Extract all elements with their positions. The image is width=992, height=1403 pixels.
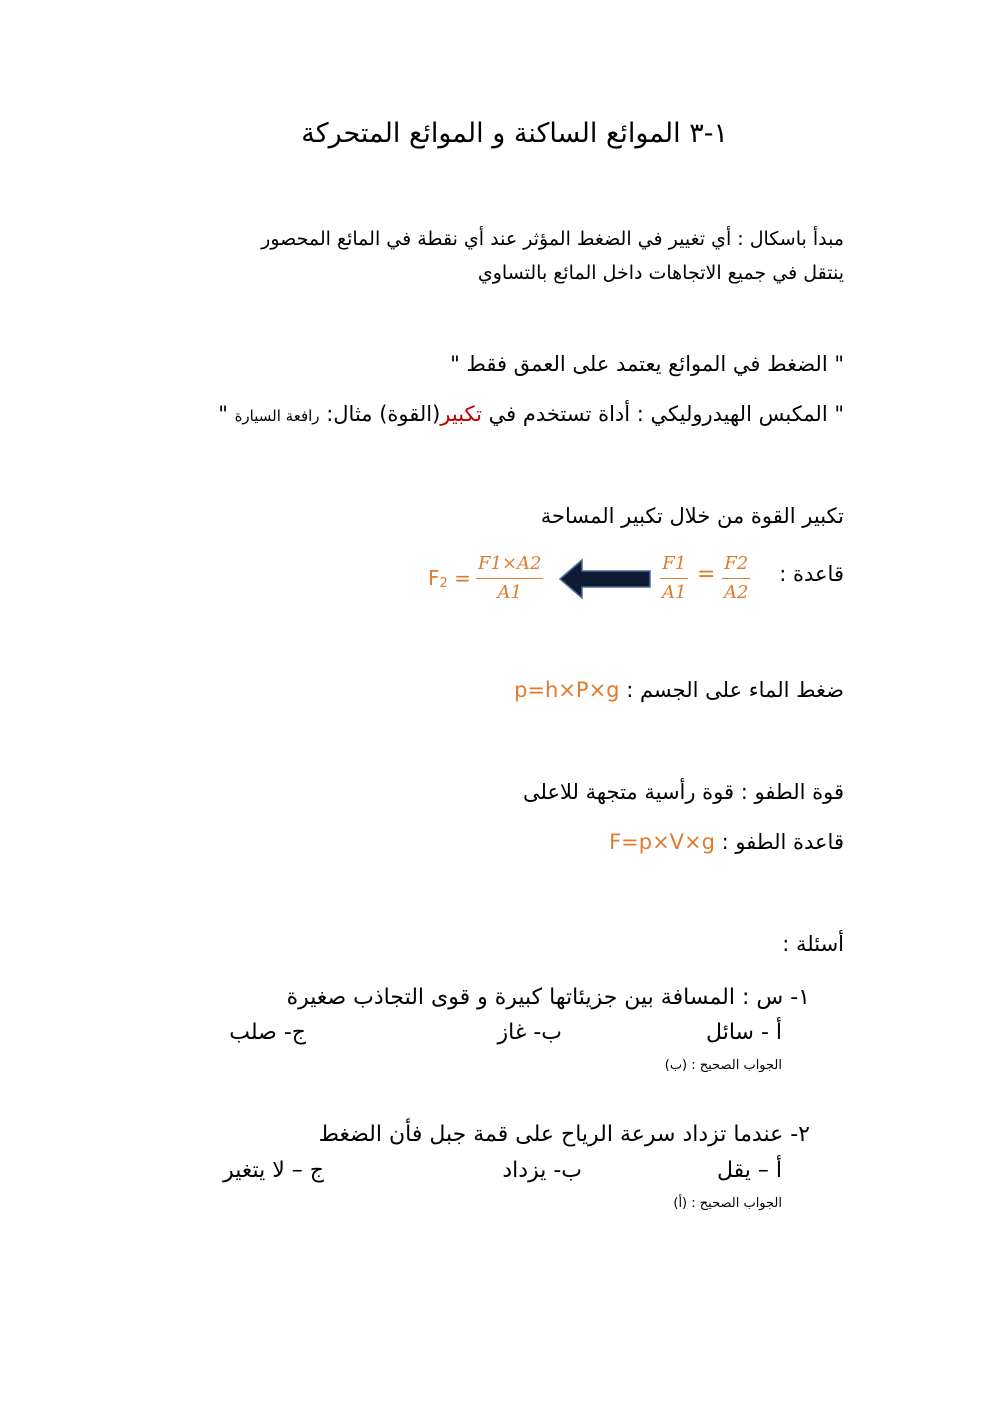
buoyancy-rule-label: قاعدة الطفو : (714, 830, 844, 854)
fraction-f1a2-a1 (476, 553, 543, 604)
question-1-option-b: ب- غاز (497, 1020, 562, 1045)
water-pressure-label: ضغط الماء على الجسم : (619, 678, 844, 702)
fraction-numerator: F2 (724, 553, 749, 574)
question-2-option-a: أ – يقل (716, 1158, 782, 1183)
question-2-option-b: ب- يزداد (502, 1158, 582, 1183)
equals-sign: = (697, 562, 716, 587)
fraction-denominator: A1 (497, 582, 522, 603)
question-2-text: ٢- عندما تزداد سرعة الرياح على قمة جبل فأن الضغط (318, 1122, 810, 1147)
question-2-option-c: ج – لا يتغير (223, 1158, 324, 1183)
fraction-numerator: F1 (662, 553, 687, 574)
question-1-answer: الجواب الصحيح : (ب) (664, 1058, 782, 1073)
question-1-text: ١- س : المسافة بين جزيئاتها كبيرة و قوى التجاذب صغيرة (286, 985, 810, 1010)
pascal-principle-line-1: مبدأ باسكال : أي تغيير في الضغط المؤثر عند أي نقطة في المائع المحصور (261, 228, 844, 250)
magnify-force-line: تكبير القوة من خلال تكبير المساحة (540, 504, 844, 528)
question-1-option-a: أ - سائل (706, 1020, 782, 1045)
fraction-denominator: A1 (662, 582, 687, 603)
question-1-option-c: ج- صلب (229, 1020, 306, 1045)
buoyancy-formula: F=p×V×g (609, 830, 715, 854)
depth-quote: " الضغط في الموائع يعتمد على العمق فقط " (450, 352, 844, 376)
fraction-numerator: F1×A2 (478, 553, 542, 574)
pascal-principle-line-2: ينتقل في جميع الاتجاهات داخل المائع بالتساوي (477, 262, 844, 284)
fraction-f1-a1 (660, 553, 688, 604)
rule-label: قاعدة : (779, 562, 844, 586)
hydraulic-middle: (القوة) مثال: (319, 402, 441, 426)
f2-symbol: F (428, 566, 440, 590)
water-pressure-line (514, 678, 844, 702)
f2-subscript: 2 (439, 576, 448, 591)
water-pressure-formula: p=h×P×g (514, 678, 620, 702)
question-2-answer: الجواب الصحيح : (أ) (673, 1196, 782, 1211)
hydraulic-example: رافعة السيارة (234, 407, 320, 425)
fraction-bar (722, 578, 750, 579)
hydraulic-suffix: " (218, 402, 235, 426)
hydraulic-press-line (218, 402, 844, 426)
buoyancy-definition: قوة الطفو : قوة رأسية متجهة للاعلى (523, 780, 844, 804)
hydraulic-prefix: " المكبس الهيدروليكي : أداة تستخدم في (482, 402, 844, 426)
fraction-f2-a2 (722, 553, 750, 604)
left-arrow-icon (558, 556, 652, 602)
fraction-bar (660, 578, 688, 579)
fraction-denominator: A2 (724, 582, 749, 603)
page-title: ١-٣ الموائع الساكنة و الموائع المتحركة (301, 118, 728, 149)
hydraulic-highlight: تكبير (440, 402, 482, 426)
f2-result-label (428, 566, 471, 591)
fraction-bar (476, 578, 543, 579)
buoyancy-rule (609, 830, 844, 854)
f2-equals: = (447, 566, 471, 590)
questions-heading: أسئلة : (782, 932, 844, 956)
